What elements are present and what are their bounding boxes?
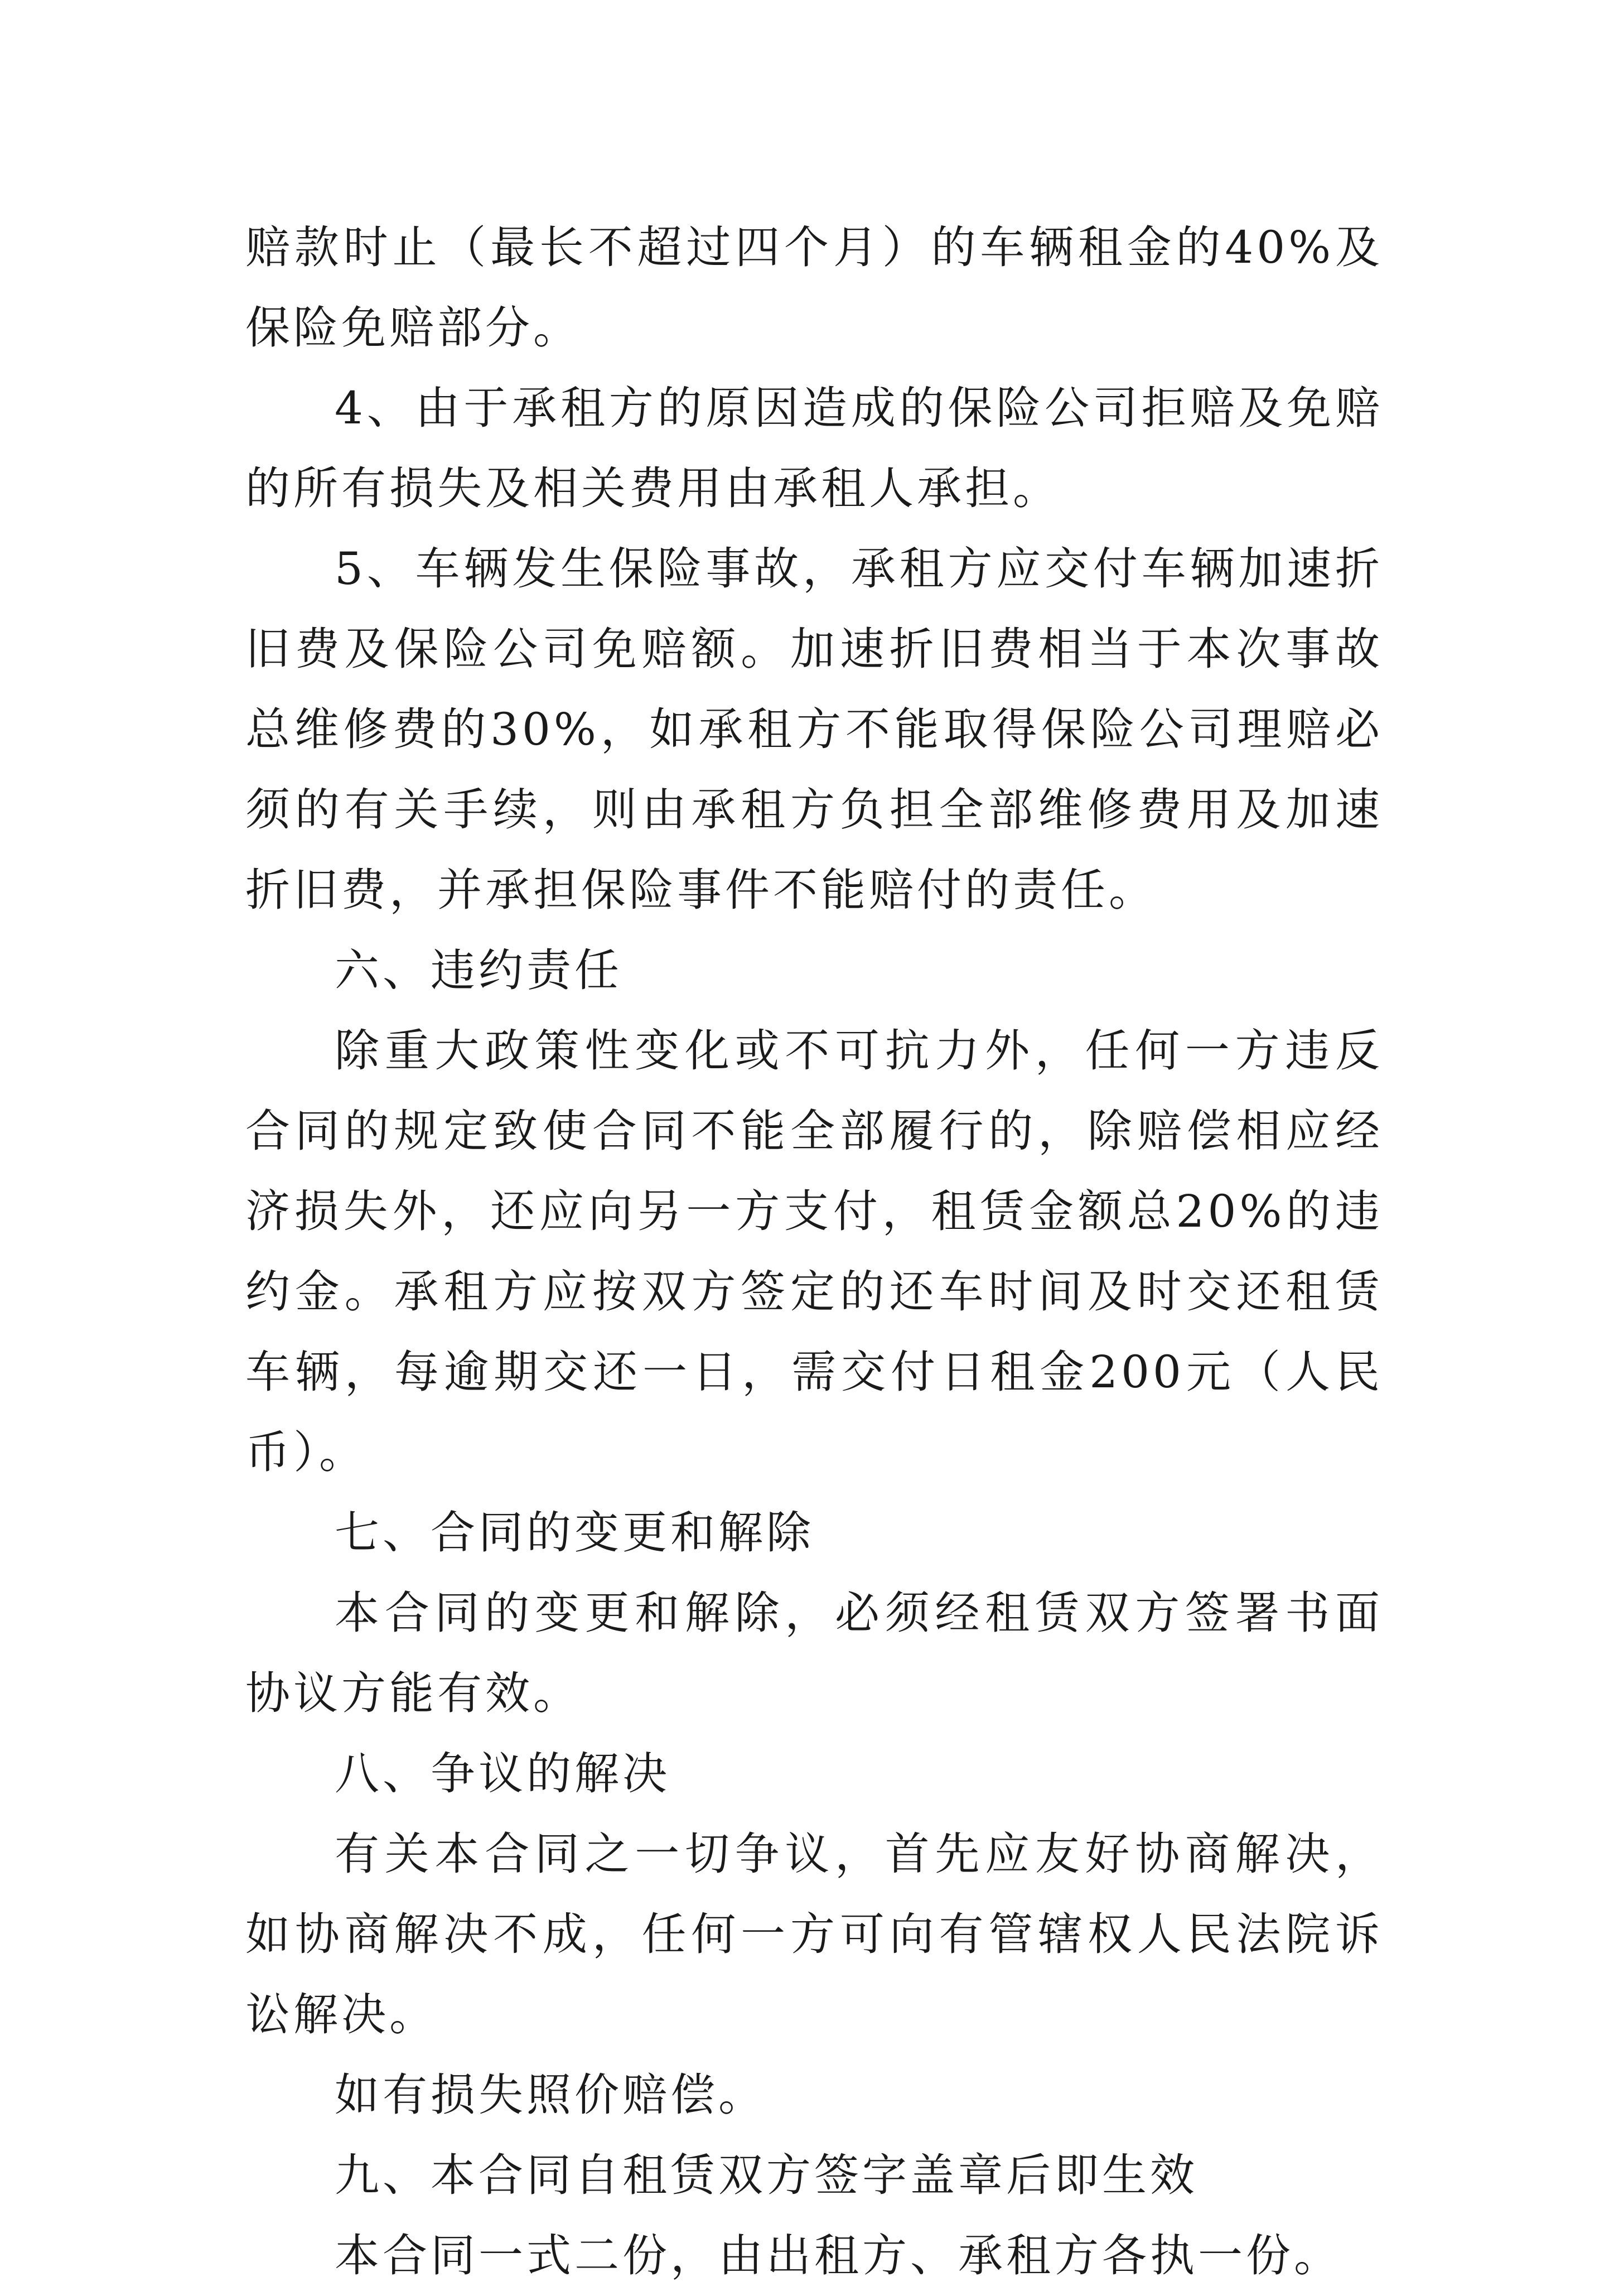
section-heading-contract-change: 七、合同的变更和解除: [335, 1507, 814, 1559]
section-heading-effective: 九、本合同自租赁双方签字盖章后即生效: [335, 2149, 1198, 2201]
document-body: [245, 208, 1383, 2296]
paragraph-contract-change: 本合同的变更和解除，必须经租赁双方签署书面协议方能有效。: [245, 1587, 1383, 1719]
paragraph-dispute-resolution: 有关本合同之一切争议，首先应友好协商解决，如协商解决不成，任何一方可向有管辖权人民法院诉讼解决。: [245, 1828, 1383, 2041]
paragraph-copies: 本合同一式二份，由出租方、承租方各执一份。: [335, 2230, 1342, 2281]
section-heading-breach-liability: 六、违约责任: [335, 944, 622, 996]
paragraph-breach-liability: 除重大政策性变化或不可抗力外，任何一方违反合同的规定致使合同不能全部履行的，除赔偿相应经济损失外，还应向另一方支付，租赁金额总20%的违约金。承租方应按双方签定的还车时间及时交还租赁车辆，每逾期交还一日，需交付日租金200元（人民币）。: [245, 1025, 1383, 1478]
paragraph-loss-compensation: 如有损失照价赔偿。: [335, 2069, 766, 2121]
paragraph-clause-4: 4、由于承租方的原因造成的保险公司拒赔及免赔的所有损失及相关费用由承租人承担。: [245, 382, 1383, 514]
paragraph-clause-5: 5、车辆发生保险事故，承租方应交付车辆加速折旧费及保险公司免赔额。加速折旧费相当于本次事故总维修费的30%，如承租方不能取得保险公司理赔必须的有关手续，则由承租方负担全部维修费用及加速折旧费，并承担保险事件不能赔付的责任。: [245, 543, 1383, 916]
section-heading-dispute-resolution: 八、争议的解决: [335, 1748, 670, 1800]
paragraph-continued-compensation: 赔款时止（最长不超过四个月）的车辆租金的40%及保险免赔部分。: [245, 221, 1383, 354]
